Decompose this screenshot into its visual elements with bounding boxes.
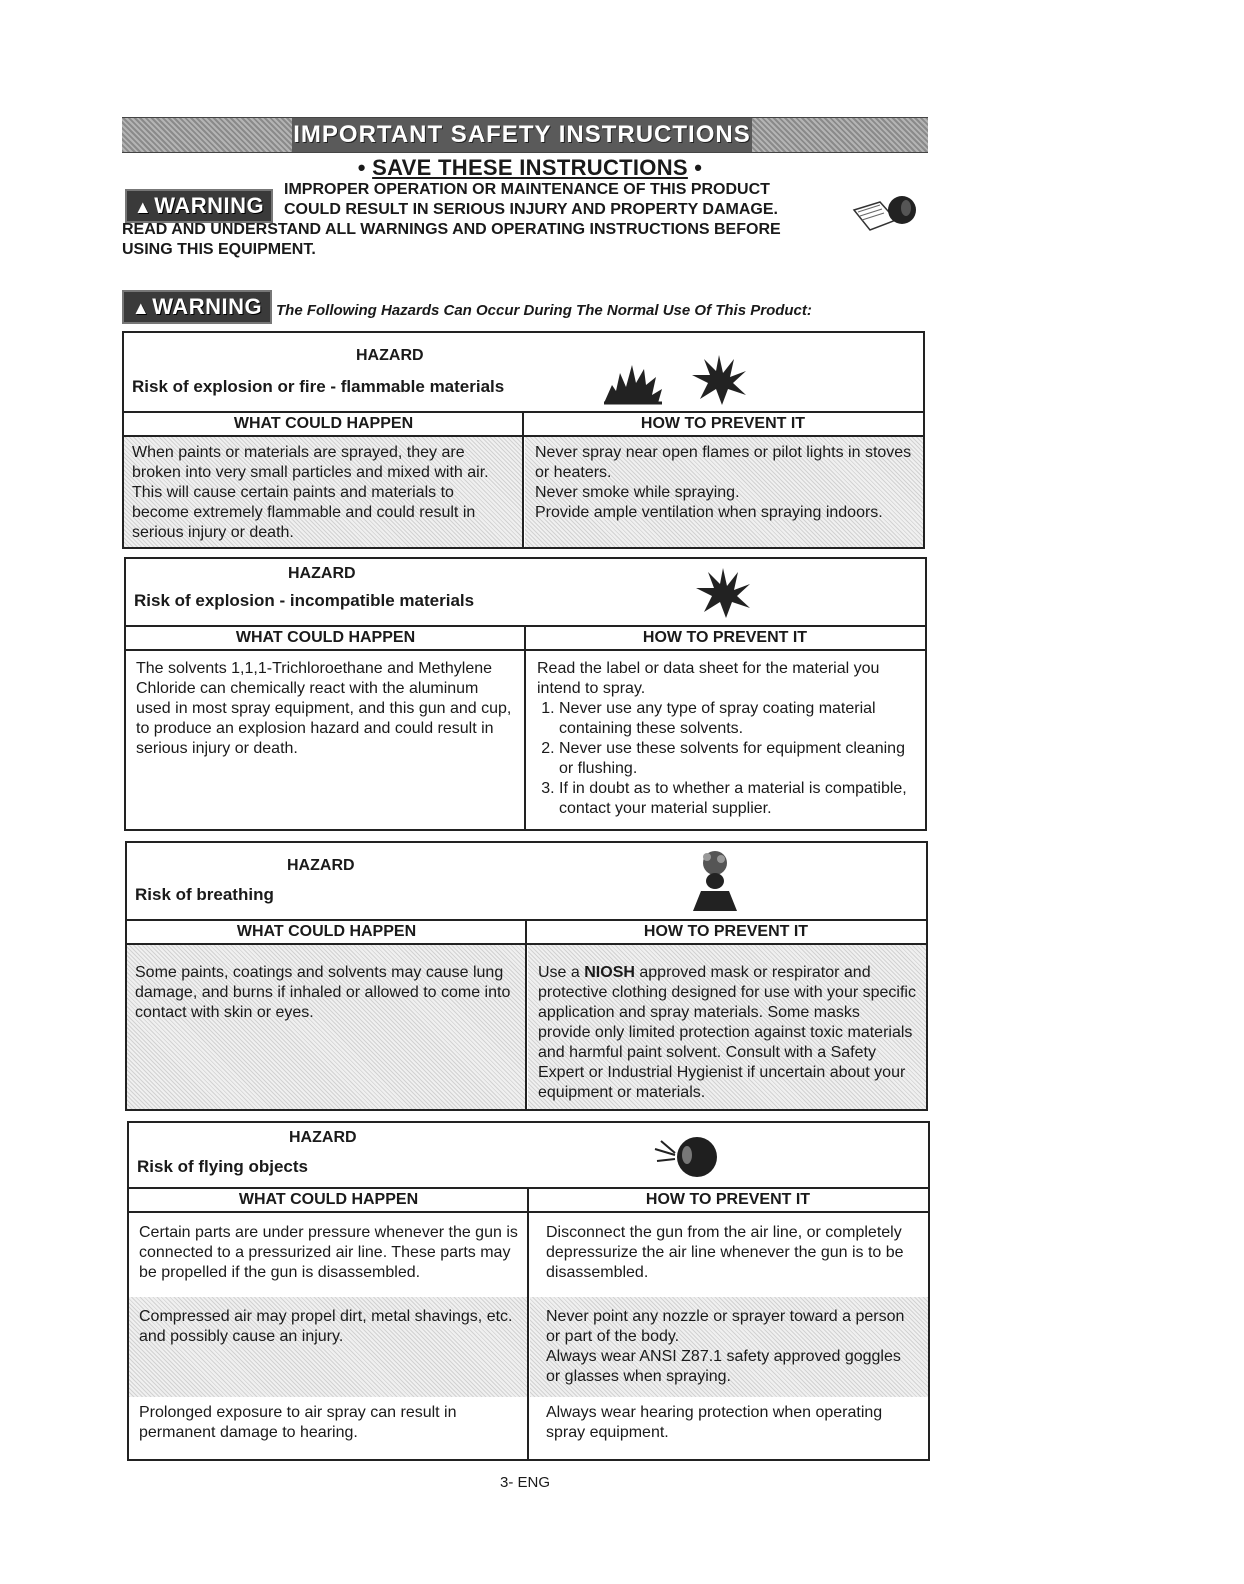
how-text-pre: Use a	[538, 964, 585, 981]
hazard-section-flying-objects	[127, 1121, 930, 1461]
flying-object-head-icon	[653, 1131, 719, 1183]
what-header: WHAT COULD HAPPEN	[127, 919, 526, 945]
how-item: Provide ample ventilation when spraying indoors.	[535, 504, 883, 521]
how-text-post: approved mask or respirator and protective clothing designed for use with your specific application and spray materials. Some masks provide only limited protection against toxic materials and harmful paint solvent. Consult with a Safety Expert or Industrial Hygienist if uncertain about your equipment or materials.	[538, 964, 916, 1101]
respirator-person-icon	[687, 849, 743, 913]
read-line-2: USING THIS EQUIPMENT.	[122, 241, 316, 258]
hazard-description: Risk of flying objects	[137, 1157, 308, 1176]
how-item: Always wear ANSI Z87.1 safety approved goggles or glasses when spraying.	[546, 1348, 901, 1385]
explosion-icon	[694, 563, 752, 621]
warning-line-2: COULD RESULT IN SERIOUS INJURY AND PROPERTY DAMAGE.	[284, 201, 778, 218]
title-banner	[122, 117, 928, 153]
how-item: Never point any nozzle or sprayer toward a person or part of the body.	[546, 1308, 905, 1345]
how-cell	[528, 945, 926, 1109]
banner-title: IMPORTANT SAFETY INSTRUCTIONS	[292, 118, 752, 152]
warning-line-1: IMPROPER OPERATION OR MAINTENANCE OF THIS PRODUCT	[284, 181, 770, 198]
what-header: WHAT COULD HAPPEN	[126, 625, 525, 651]
how-header: HOW TO PREVENT IT	[525, 625, 925, 651]
fire-icon	[602, 355, 664, 405]
bullet-right: •	[694, 155, 703, 180]
how-header: HOW TO PREVENT IT	[526, 919, 926, 945]
warning-badge	[125, 189, 273, 223]
how-item: Never spray near open flames or pilot lights in stoves or heaters.	[535, 444, 912, 481]
niosh-label: NIOSH	[584, 964, 635, 981]
what-cell-3: Prolonged exposure to air spray can result in permanent damage to hearing.	[139, 1404, 457, 1441]
how-list-item: 3. If in doubt as to whether a material is compatible, contact your material supplier.	[559, 779, 913, 819]
how-cell-3: Always wear hearing protection when operating spray equipment.	[546, 1404, 883, 1441]
warning-text	[284, 180, 778, 220]
column-divider	[522, 411, 524, 547]
what-cell-1: Certain parts are under pressure whenever the gun is connected to a pressurized air line. These parts may be propelled if the gun is disassembled.	[139, 1224, 518, 1281]
save-instructions	[330, 155, 730, 181]
hazards-intro: The Following Hazards Can Occur During The Normal Use Of This Product:	[276, 302, 812, 319]
column-divider	[525, 919, 527, 1109]
page-number: 3- ENG	[500, 1474, 551, 1491]
what-cell: The solvents 1,1,1-Trichloroethane and Methylene Chloride can chemically react with the aluminum used in most spray equipment, and this gun and cup, to produce an explosion hazard and could result in serious injury or death.	[136, 660, 512, 757]
warning-badge-label: WARNING	[154, 193, 265, 218]
hazard-heading: HAZARD	[356, 347, 424, 364]
how-cell	[527, 653, 923, 825]
warning-badge-2	[122, 290, 272, 324]
what-cell: When paints or materials are sprayed, they are broken into very small particles and mixed with air. This will cause certain paints and materials to become extremely flammable and could result in serious injury or death.	[124, 437, 523, 547]
how-header: HOW TO PREVENT IT	[523, 411, 923, 437]
explosion-icon	[690, 351, 748, 407]
how-item: Never smoke while spraying.	[535, 484, 740, 501]
manual-book-icon	[850, 188, 920, 238]
what-cell-2: Compressed air may propel dirt, metal shavings, etc. and possibly cause an injury.	[129, 1297, 528, 1397]
hazard-heading: HAZARD	[288, 565, 356, 582]
hazard-description: Risk of explosion or fire - flammable materials	[132, 377, 505, 396]
hazard-heading: HAZARD	[287, 857, 355, 874]
warning-badge-label-2: WARNING	[152, 294, 263, 319]
hazard-heading: HAZARD	[289, 1129, 357, 1146]
what-header: WHAT COULD HAPPEN	[124, 411, 523, 437]
hazard-section-flammable	[122, 331, 925, 549]
what-cell: Some paints, coatings and solvents may cause lung damage, and burns if inhaled or allowed to come into contact with skin or eyes.	[127, 945, 526, 1109]
hazard-description: Risk of breathing	[135, 885, 274, 904]
how-list	[537, 699, 913, 819]
hazard-section-incompatible	[124, 557, 927, 831]
what-header: WHAT COULD HAPPEN	[129, 1187, 528, 1213]
warning-triangle-icon: ▲	[133, 197, 153, 217]
warning-triangle-icon-2: ▲	[131, 298, 151, 318]
bullet-left: •	[357, 155, 366, 180]
how-header: HOW TO PREVENT IT	[528, 1187, 928, 1213]
read-line-1: READ AND UNDERSTAND ALL WARNINGS AND OPERATING INSTRUCTIONS BEFORE	[122, 221, 781, 238]
how-list-item: 2. Never use these solvents for equipment cleaning or flushing.	[559, 739, 913, 779]
hazard-section-breathing	[125, 841, 928, 1111]
save-label: SAVE THESE INSTRUCTIONS	[372, 155, 688, 180]
how-cell-2	[530, 1297, 928, 1397]
how-cell-1: Disconnect the gun from the air line, or completely depressurize the air line whenever the gun is to be disassembled.	[546, 1224, 904, 1281]
hazard-description: Risk of explosion - incompatible materials	[134, 591, 475, 610]
column-divider	[524, 625, 526, 829]
read-instructions	[122, 220, 862, 260]
how-cell	[525, 437, 923, 547]
column-divider	[527, 1187, 529, 1459]
how-list-item: 1. Never use any type of spray coating material containing these solvents.	[559, 699, 913, 739]
how-intro: Read the label or data sheet for the material you intend to spray.	[537, 660, 880, 697]
